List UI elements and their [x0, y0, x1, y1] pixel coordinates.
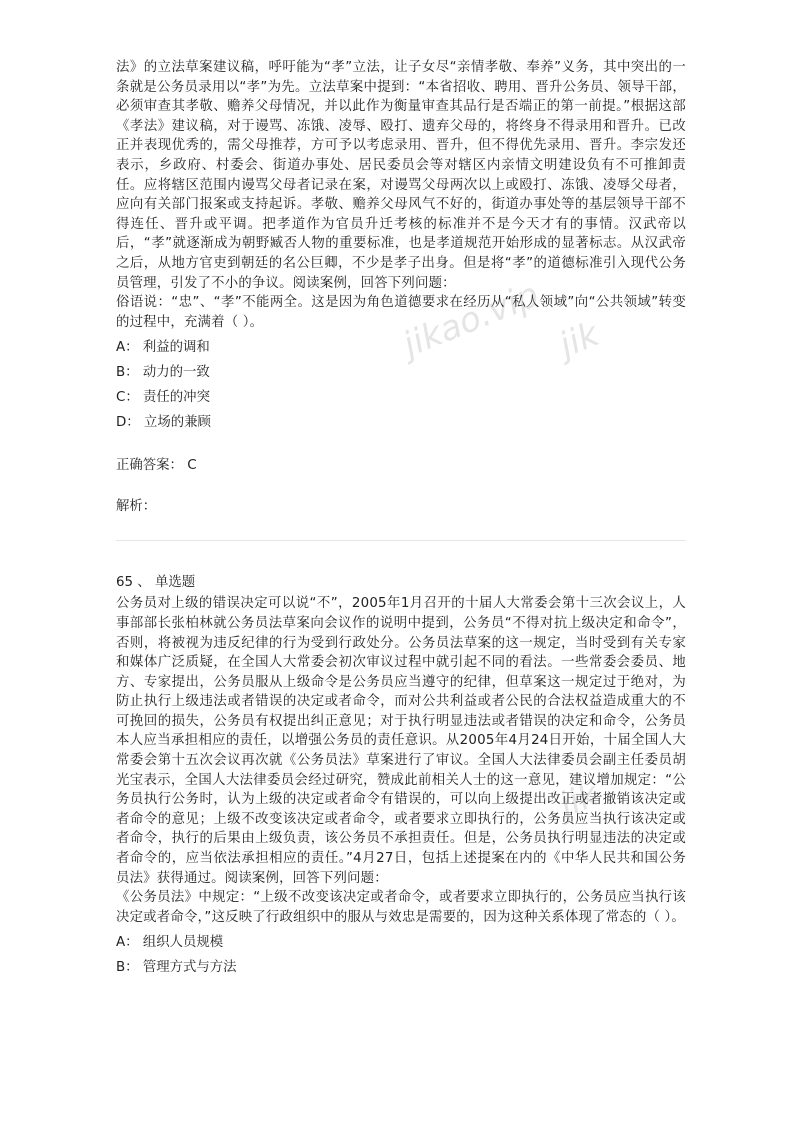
- option-text: 管理方式与方法: [142, 960, 237, 976]
- option-key: D：: [116, 415, 140, 431]
- option-key: B：: [116, 365, 139, 381]
- case-paragraph: 公务员对上级的错误决定可以说“不”，2005年1月召开的十届人大常委会第十三次会议上，人事部部长张柏林就公务员法草案向会议作的说明中提到，公务员“不得对抗上级决定和命令”，否则，将被视为违反纪律的行为受到行政处分。公务员法草案的这一规定，当时受到有关专家和媒体广泛质疑，在全国人大常委会初次审议过程中就引起不同的看法。一些常委会委员、地方、专家提出，公务员服从上级命令是公务员应当遵守的纪律，但草案这一规定过于绝对，为防止执行上级违法或者错误的决定或者命令，而对公共利益或者公民的合法权益造成重大的不可挽回的损失，公务员有权提出纠正意见；对于执行明显违法或者错误的决定和命令，公务员本人应当承担相应的责任，以增强公务员的责任意识。从2005年4月24日开始，十届全国人大常委会第十五次会议再次就《公务员法》草案进行了审议。全国人大法律委员会副主任委员胡光宝表示，全国人大法律委员会经过研究，赞成此前相关人士的这一意见，建议增加规定：“公务员执行公务时，认为上级的决定或者命令有错误的，可以向上级提出改正或者撤销该决定或者命令的意见；上级不改变该决定或者命令，或者要求立即执行的，公务员应当执行该决定或者命令，执行的后果由上级负责，该公务员不承担责任。但是，公务员执行明显违法的决定或者命令的，应当依法承担相应的责任。”4月27日，包括上述提案在内的《中华人民共和国公务员法》获得通过。阅读案例，回答下列问题：: [116, 596, 686, 886]
- question-block: [116, 58, 686, 514]
- option-text: 利益的调和: [142, 340, 210, 356]
- option-text: 动力的一致: [142, 365, 210, 381]
- answer-value: C: [187, 458, 197, 474]
- analysis-label: 解析：: [116, 499, 157, 515]
- option-b[interactable]: [116, 363, 686, 382]
- option-a[interactable]: [116, 338, 686, 357]
- option-text: 组织人员规模: [142, 935, 224, 951]
- question-header: [116, 571, 686, 590]
- option-text: 责任的冲突: [143, 390, 210, 406]
- option-b[interactable]: [116, 958, 686, 977]
- question-number: 65 、: [116, 575, 151, 591]
- answer-label: 正确答案：: [116, 458, 183, 474]
- option-text: 立场的兼顾: [143, 415, 211, 431]
- section-divider: [116, 540, 686, 541]
- option-key: C：: [116, 390, 139, 406]
- case-paragraph: 法》的立法草案建议稿，呼吁能为“孝”立法，让子女尽“亲情孝敬、奉养”义务，其中突出的一条就是公务员录用以“孝”为先。立法草案中提到：“本省招收、聘用、晋升公务员、领导干部，必须审查其孝敬、赡养父母情况，并以此作为衡量审查其品行是否端正的第一前提。”根据这部《孝法》建议稿，对于谩骂、冻饿、凌辱、殴打、遗弃父母的，将终身不得录用和晋升。已改正并表现优秀的，需父母推荐，方可予以考虑录用、晋升，但不得优先录用、晋升。李宗发还表示，乡政府、村委会、街道办事处、居民委员会等对辖区内亲情文明建设负有不可推卸责任。应将辖区范围内谩骂父母者记录在案，对谩骂父母两次以上或殴打、冻饿、凌辱父母者，应向有关部门报案或支持起诉。孝敬、赡养父母风气不好的，街道办事处等的基层领导干部不得连任、晋升或平调。把孝道作为官员升迁考核的标准并不是今天才有的事情。汉武帝以后，“孝”就逐渐成为朝野臧否人物的重要标准，也是孝道规范开始形成的显著标志。从汉武帝之后，从地方官吏到朝廷的名公巨卿，不少是孝子出身。但是将“孝”的道德标准引入现代公务员管理，引发了不小的争议。阅读案例，回答下列问题：: [116, 60, 686, 291]
- question-text: 《公务员法》中规定：“上级不改变该决定或者命令，或者要求立即执行的，公务员应当执行该决定或者命令，”这反映了行政组织中的服从与效忠是需要的，因为这种关系体现了常态的（ ）。: [116, 890, 686, 925]
- option-key: A：: [116, 935, 139, 951]
- document-page: [116, 58, 686, 977]
- question-block: [116, 571, 686, 977]
- question-type: 单选题: [154, 575, 196, 591]
- watermark-logo: jik: [553, 314, 605, 366]
- option-d[interactable]: [116, 413, 686, 432]
- option-c[interactable]: [116, 388, 686, 407]
- option-key: B：: [116, 960, 139, 976]
- option-a[interactable]: [116, 933, 686, 952]
- question-text: 俗语说：“忠”、“孝”不能两全。这是因为角色道德要求在经历从“私人领域”向“公共领域”转变的过程中，充满着（ ）。: [116, 295, 686, 330]
- watermark-logo: jik: [553, 774, 605, 826]
- correct-answer: [116, 454, 686, 473]
- watermark-logo: jikao.vip: [397, 274, 545, 366]
- option-key: A：: [116, 340, 139, 356]
